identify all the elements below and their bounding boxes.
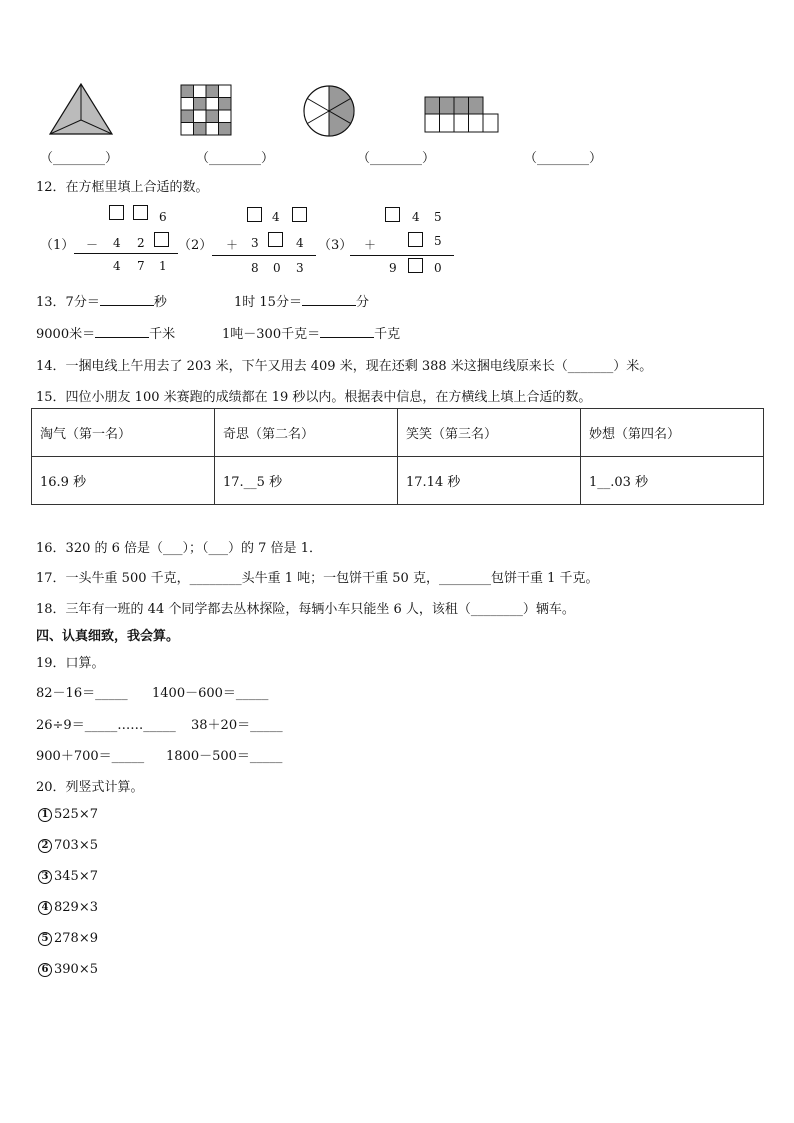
q19-r1-b[interactable]: 1400－600＝_____ (152, 686, 269, 701)
circled-number: 4 (38, 901, 52, 915)
circled-number: 5 (38, 932, 52, 946)
q12-p2-mid-2: 4 (296, 236, 304, 250)
q20-item: 4 829×3 (38, 900, 98, 915)
q13-blank-c[interactable] (95, 325, 149, 338)
q16-text: 16．320 的 6 倍是（___）；（___）的 7 倍是 1． (36, 541, 322, 556)
q13-line-1b: 1时 15分＝ 分 (234, 295, 369, 310)
race-results-table (31, 408, 764, 505)
q12-p3-box-a[interactable] (385, 207, 400, 222)
table-header-row (32, 409, 764, 457)
q12-p1-box-a[interactable] (109, 205, 124, 220)
q14-text: 14．一捆电线上午用去了 203 米，下午又用去 409 米，现在还剩 388 米这捆电线原来长（_______）米。 (36, 359, 653, 374)
q18-text: 18．三年有一班的 44 个同学都去丛林探险，每辆小车只能坐 6 人，该租（________）辆车。 (36, 602, 575, 617)
q12-p3-operator: ＋ (364, 238, 377, 252)
q20-item: 5 278×9 (38, 931, 98, 946)
figure-caption-2[interactable]: （________） (196, 151, 275, 166)
q20-item: 1 525×7 (38, 807, 98, 822)
q12-label-2: （2） (178, 238, 213, 253)
q12-p3-res-2: 0 (434, 261, 442, 275)
q12-label-1: （1） (40, 238, 75, 253)
q12-p3-res-1: 9 (389, 261, 397, 275)
q19-r2-a[interactable]: 26÷9＝_____……_____ (36, 718, 176, 733)
q12-p1-res-2: 7 (137, 259, 145, 273)
q12-p3-mid-1: 5 (434, 234, 442, 248)
q12-p3-box-b[interactable] (408, 232, 423, 247)
q12-p2-box-c[interactable] (268, 232, 283, 247)
q13-blank-b[interactable] (302, 293, 356, 306)
q13-blank-a[interactable] (100, 293, 154, 306)
circled-number: 3 (38, 870, 52, 884)
q12-p3-top-1: 4 (412, 210, 420, 224)
q12-p1-box-c[interactable] (154, 232, 169, 247)
q19-r2-b[interactable]: 38＋20＝_____ (191, 718, 283, 733)
q20-item: 6 390×5 (38, 962, 98, 977)
q13-line-2b: 1吨－300千克＝ 千克 (222, 327, 401, 342)
triangle-figure (48, 82, 114, 136)
q19-r3-b[interactable]: 1800－500＝_____ (166, 749, 283, 764)
q20-title: 20．列竖式计算。 (36, 780, 144, 795)
q19-r1-a[interactable]: 82－16＝_____ (36, 686, 128, 701)
q12-p1-rule (74, 253, 178, 254)
q12-p1-top-digit: 6 (159, 210, 167, 224)
table-cell: 16.9 秒 (32, 457, 215, 505)
q12-label-3: （3） (318, 238, 353, 253)
q12-p2-operator: ＋ (226, 238, 239, 252)
table-cell[interactable]: 17.__5 秒 (215, 457, 398, 505)
q19-r3-a[interactable]: 900＋700＝_____ (36, 749, 145, 764)
bar-figure (424, 96, 500, 134)
table-cell: 17.14 秒 (398, 457, 581, 505)
q12-p1-operator: － (86, 238, 99, 252)
table-cell[interactable]: 1__.03 秒 (581, 457, 764, 505)
q20-item: 2 703×5 (38, 838, 98, 853)
table-header-cell: 笑笑（第三名） (398, 409, 581, 457)
figure-caption-4[interactable]: （________） (524, 151, 603, 166)
q12-p1-res-1: 4 (113, 259, 121, 273)
section-4-title: 四、认真细致，我会算。 (36, 629, 180, 644)
q12-p2-res-3: 3 (296, 261, 304, 275)
q12-p2-res-1: 8 (251, 261, 259, 275)
q13-line-2: 9000米＝ 千米 (36, 327, 176, 342)
q12-p2-mid-1: 3 (251, 236, 259, 250)
q20-item: 3 345×7 (38, 869, 98, 884)
figure-caption-1[interactable]: （________） (40, 151, 119, 166)
q12-p3-rule (350, 255, 454, 256)
q19-title: 19．口算。 (36, 656, 105, 671)
circle-figure (302, 84, 356, 138)
q17-text: 17．一头牛重 500 千克，________头牛重 1 吨；一包饼干重 50 克，________包饼干重 1 千克。 (36, 571, 599, 586)
q15-text: 15．四位小朋友 100 米赛跑的成绩都在 19 秒以内。根据表中信息，在方横线上填上合适的数。 (36, 390, 592, 405)
q12-title: 12．在方框里填上合适的数。 (36, 180, 209, 195)
q13-line-1: 13．7分＝ 秒 (36, 295, 167, 310)
q12-p3-top-2: 5 (434, 210, 442, 224)
q12-p1-mid-2: 2 (137, 236, 145, 250)
figure-caption-3[interactable]: （________） (357, 151, 436, 166)
circled-number: 6 (38, 963, 52, 977)
circled-number: 1 (38, 808, 52, 822)
circled-number: 2 (38, 839, 52, 853)
q12-p3-box-c[interactable] (408, 258, 423, 273)
q12-p1-mid-1: 4 (113, 236, 121, 250)
q12-p2-rule (212, 255, 316, 256)
table-header-cell: 奇思（第二名） (215, 409, 398, 457)
table-row (32, 457, 764, 505)
table-header-cell: 妙想（第四名） (581, 409, 764, 457)
q12-p1-box-b[interactable] (133, 205, 148, 220)
q12-p2-res-2: 0 (273, 261, 281, 275)
q12-p2-box-b[interactable] (292, 207, 307, 222)
grid-figure (180, 84, 232, 136)
q13-blank-d[interactable] (320, 325, 374, 338)
q12-p1-res-3: 1 (159, 259, 167, 273)
table-header-cell: 淘气（第一名） (32, 409, 215, 457)
q12-p2-top-digit: 4 (272, 210, 280, 224)
q12-p2-box-a[interactable] (247, 207, 262, 222)
